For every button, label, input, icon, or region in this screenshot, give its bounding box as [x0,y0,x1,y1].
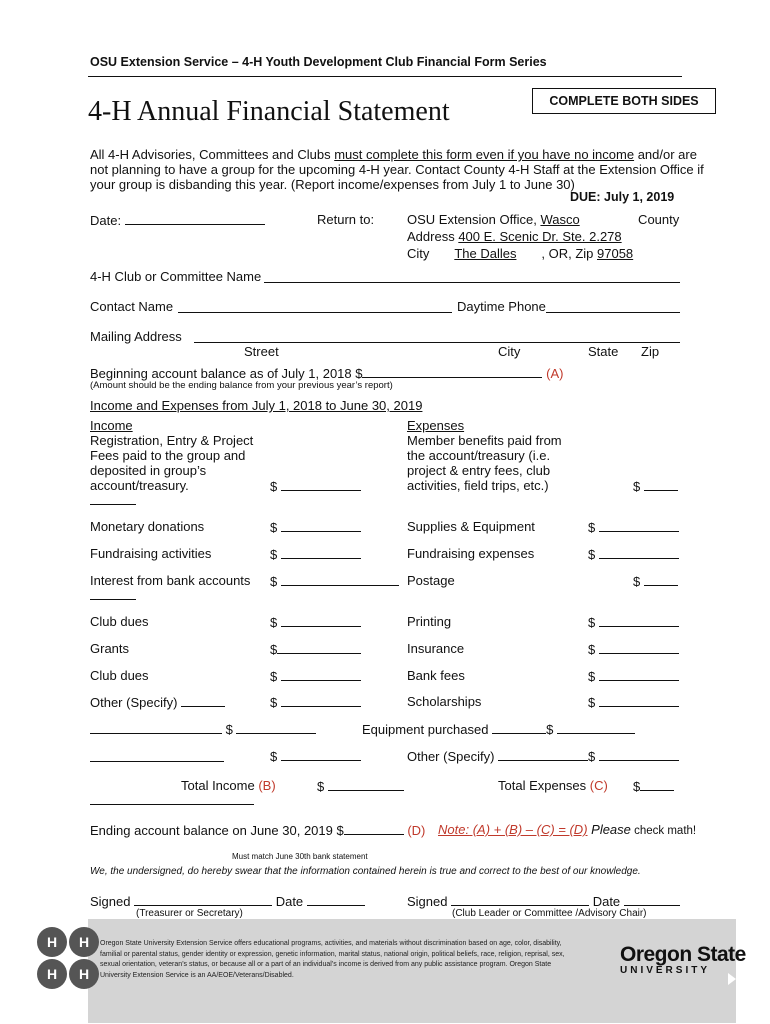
income-blank-row-2-amount[interactable]: $ [270,748,361,764]
expense-member-4: activities, field trips, etc.) [407,478,549,493]
expenses-heading: Expenses [407,418,465,433]
check-math-note: Note: (A) + (B) – (C) = (D) Please check math! [438,822,697,837]
income-reg-4: account/treasury. [90,478,189,493]
income-reg-3: deposited in group’s [90,463,207,478]
club-dues-amount[interactable]: $ [270,614,361,630]
postage-amount[interactable]: $ [633,573,678,589]
expense-member-1: Member benefits paid from [407,433,562,448]
expense-other-field[interactable]: Other (Specify) $ [407,748,679,764]
signature-treasurer[interactable]: Signed Date [90,893,365,909]
income-expenses-section: Income and Expenses from July 1, 2018 to June 30, 2019 [90,398,423,413]
treasurer-caption: (Treasurer or Secretary) [136,908,243,919]
daytime-phone-input[interactable] [546,312,680,313]
osu-logo: Oregon State UNIVERSITY [620,943,746,976]
interest-overflow-line[interactable] [90,599,136,600]
total-expenses-label: Total Expenses (C) [498,778,608,793]
header-rule [88,76,682,77]
contact-name-label: Contact Name [90,299,174,314]
return-to-label: Return to: [317,212,375,227]
date-field[interactable]: Date: [90,212,265,228]
scholarships-label: Scholarships [407,694,482,709]
income-blank-row-2[interactable] [90,761,224,762]
income-blank-row-1[interactable]: $ [90,721,316,737]
osu-logo-corner-icon [728,973,736,985]
total-income-amount[interactable]: $ [317,778,404,794]
supplies-equipment-amount[interactable]: $ [588,519,679,535]
state-label: State [588,344,619,359]
supplies-equipment-label: Supplies & Equipment [407,519,535,534]
fundraising-activities-amount[interactable]: $ [270,546,361,562]
office-line: OSU Extension Office, Wasco County [407,212,680,227]
interest-amount[interactable]: $ [270,573,399,589]
club-dues-2-amount[interactable]: $ [270,668,361,684]
must-match-note: Must match June 30th bank statement [232,852,368,861]
printing-amount[interactable]: $ [588,614,679,630]
address-line: Address 400 E. Scenic Dr. Ste. 2.278 [407,229,622,244]
svg-text:H: H [78,934,90,950]
total-income-label: Total Income (B) [181,778,276,793]
bank-fees-label: Bank fees [407,668,465,683]
beginning-balance[interactable]: Beginning account balance as of July 1, 2018 $ (A) [90,366,564,381]
expense-member-3: project & entry fees, club [407,463,551,478]
income-reg-2: Fees paid to the group and [90,448,246,463]
club-dues-label: Club dues [90,614,149,629]
expense-member-2: the account/treasury (i.e. [407,448,551,463]
zip-label: Zip [641,344,660,359]
complete-both-sides-badge: COMPLETE BOTH SIDES [532,88,716,114]
page-title: 4-H Annual Financial Statement [88,96,450,127]
income-reg-overflow-line[interactable] [90,504,136,505]
total-income-overflow-line[interactable] [90,804,254,805]
total-expenses-amount[interactable]: $ [633,778,674,794]
due-date: DUE: July 1, 2019 [570,190,675,204]
intro-line-3: your group is disbanding this year. (Report income/expenses from July 1 to June 30) [90,177,575,192]
fundraising-activities-label: Fundraising activities [90,546,212,561]
fundraising-expenses-label: Fundraising expenses [407,546,535,561]
fundraising-expenses-amount[interactable]: $ [588,546,679,562]
street-label: Street [244,344,279,359]
grants-label: Grants [90,641,130,656]
four-h-clover-icon [34,924,102,992]
income-heading: Income [90,418,133,433]
intro-line-1: All 4-H Advisories, Committees and Clubs must complete this form even if you have no income and/or are [90,147,697,162]
grants-amount[interactable]: $ [270,641,361,657]
bank-fees-amount[interactable]: $ [588,668,679,684]
monetary-donations-label: Monetary donations [90,519,205,534]
club-dues-2-label: Club dues [90,668,149,683]
city-label: City [498,344,521,359]
printing-label: Printing [407,614,452,629]
swear-statement: We, the undersigned, do hereby swear that the information contained herein is true and correct to the best of our knowledge. [90,866,641,877]
postage-label: Postage [407,573,455,588]
income-reg-1: Registration, Entry & Project [90,433,254,448]
equipment-purchased[interactable]: Equipment purchased $ [362,721,635,737]
interest-label: Interest from bank accounts [90,573,251,588]
leader-caption: (Club Leader or Committee /Advisory Chair) [452,908,647,919]
club-name-label: 4-H Club or Committee Name [90,269,262,284]
ending-balance[interactable]: Ending account balance on June 30, 2019 $ (D) [90,823,426,838]
mailing-address-label: Mailing Address [90,329,182,344]
expense-member-amount[interactable]: $ [633,478,678,494]
insurance-amount[interactable]: $ [588,641,679,657]
footer-band [88,919,746,1023]
nondiscrimination-statement: Oregon State University Extension Service offers educational programs, activities, and materials without discrimination based on age, color, disability, familial or parental status, gender identity or expression, genetic information, marital status, national origin, political beliefs, race, religion, reprisal, sex, sexual orientation, veteran’s status, or because all or a part of an individual’s income is derived from any public assistance program. Oregon State University Extension Service is an AA/EOE/Veterans/Disabled. [100,940,565,979]
insurance-label: Insurance [407,641,465,656]
scholarships-amount[interactable]: $ [588,694,679,710]
svg-text:H: H [46,966,58,982]
svg-text:H: H [78,966,90,982]
monetary-donations-amount[interactable]: $ [270,519,361,535]
mailing-address-input[interactable] [194,342,680,343]
signature-leader[interactable]: Signed Date [407,893,680,909]
beginning-balance-note: (Amount should be the ending balance from your previous year’s report) [90,380,393,391]
income-other-field[interactable]: Other (Specify) [90,694,225,710]
income-other-amount[interactable]: $ [270,694,361,710]
contact-name-input[interactable] [178,312,452,313]
club-name-input[interactable] [264,282,680,283]
svg-text:H: H [46,934,58,950]
daytime-phone-label: Daytime Phone [457,299,546,314]
city-line: City The Dalles , OR, Zip 97058 [407,246,634,261]
series-header: OSU Extension Service – 4-H Youth Development Club Financial Form Series [90,55,547,69]
intro-line-2: not planning to have a group for the upcoming 4-H year. Contact County 4-H Staff at the Extension Office if [90,162,704,177]
income-reg-amount[interactable]: $ [270,478,361,494]
